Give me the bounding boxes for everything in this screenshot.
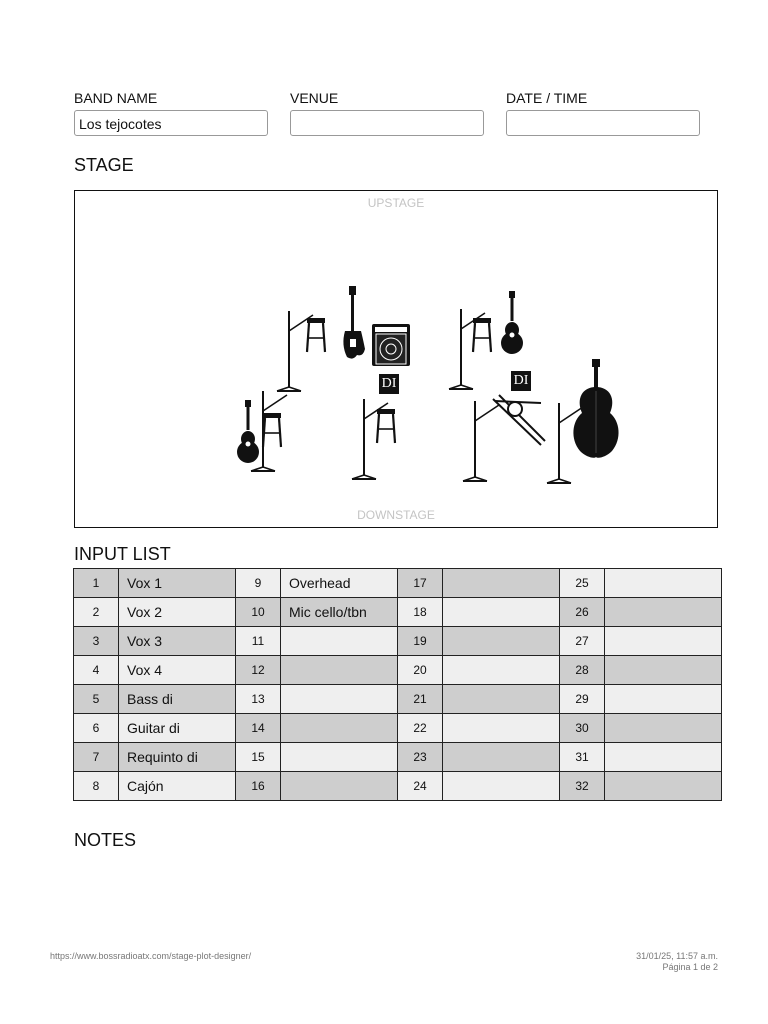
input-number: 10: [236, 598, 281, 627]
input-name-cell[interactable]: [443, 627, 560, 656]
input-name-cell[interactable]: [281, 743, 398, 772]
input-name-cell[interactable]: Vox 3: [119, 627, 236, 656]
input-name-cell[interactable]: Vox 2: [119, 598, 236, 627]
input-name-cell[interactable]: [605, 656, 722, 685]
table-row: [74, 656, 722, 685]
stage-title: STAGE: [74, 155, 134, 175]
di-box-icon: DI: [379, 374, 399, 394]
table-row: [74, 685, 722, 714]
input-number: 29: [560, 685, 605, 714]
input-name-cell[interactable]: [443, 772, 560, 801]
table-row: [74, 627, 722, 656]
input-number: 6: [74, 714, 119, 743]
input-name-cell[interactable]: [281, 685, 398, 714]
input-name-cell[interactable]: [605, 627, 722, 656]
input-name-cell[interactable]: [281, 627, 398, 656]
downstage-caption: DOWNSTAGE: [357, 508, 435, 522]
trombone-icon: [493, 395, 545, 445]
guitar-icon: [501, 291, 523, 354]
input-number: 17: [398, 569, 443, 598]
input-name-cell[interactable]: Vox 1: [119, 569, 236, 598]
table-row: [74, 714, 722, 743]
date-time-field[interactable]: [506, 110, 700, 136]
input-name-cell[interactable]: [281, 714, 398, 743]
input-number: 30: [560, 714, 605, 743]
input-number: 19: [398, 627, 443, 656]
band-name-label: BAND NAME: [74, 90, 158, 106]
footer-page: Página 1 de 2: [662, 962, 718, 972]
input-name-cell[interactable]: [605, 569, 722, 598]
input-number: 18: [398, 598, 443, 627]
input-name-cell[interactable]: [281, 656, 398, 685]
venue-label: VENUE: [290, 90, 339, 106]
mic-stand-icon: [463, 401, 499, 481]
input-number: 24: [398, 772, 443, 801]
date-time-label: DATE / TIME: [506, 90, 588, 106]
input-number: 2: [74, 598, 119, 627]
table-row: [74, 598, 722, 627]
input-number: 21: [398, 685, 443, 714]
notes-title: NOTES: [74, 830, 137, 850]
input-name-cell[interactable]: [605, 772, 722, 801]
input-number: 26: [560, 598, 605, 627]
input-number: 5: [74, 685, 119, 714]
input-number: 1: [74, 569, 119, 598]
bass-guitar-icon: [343, 286, 365, 359]
di-box-icon: DI: [511, 371, 531, 391]
input-number: 28: [560, 656, 605, 685]
input-number: 15: [236, 743, 281, 772]
stool-icon: [377, 409, 395, 443]
input-name-cell[interactable]: [443, 685, 560, 714]
input-name-cell[interactable]: Bass di: [119, 685, 236, 714]
input-name-cell[interactable]: Vox 4: [119, 656, 236, 685]
stage-icons: [75, 191, 719, 529]
input-list-table: [73, 568, 722, 801]
input-name-cell[interactable]: [443, 656, 560, 685]
input-name-cell[interactable]: [605, 743, 722, 772]
input-number: 31: [560, 743, 605, 772]
input-number: 20: [398, 656, 443, 685]
input-number: 14: [236, 714, 281, 743]
input-number: 9: [236, 569, 281, 598]
amplifier-icon: [372, 324, 410, 366]
input-number: 27: [560, 627, 605, 656]
input-name-cell[interactable]: Requinto di: [119, 743, 236, 772]
venue-field[interactable]: [290, 110, 484, 136]
input-number: 12: [236, 656, 281, 685]
input-number: 13: [236, 685, 281, 714]
input-name-cell[interactable]: [605, 685, 722, 714]
input-number: 7: [74, 743, 119, 772]
input-number: 4: [74, 656, 119, 685]
band-name-field[interactable]: Los tejocotes: [74, 110, 268, 136]
input-name-cell[interactable]: Cajón: [119, 772, 236, 801]
stage-plot: [74, 190, 718, 528]
table-row: [74, 772, 722, 801]
input-name-cell[interactable]: [605, 714, 722, 743]
input-name-cell[interactable]: [443, 743, 560, 772]
input-name-cell[interactable]: Mic cello/tbn: [281, 598, 398, 627]
stool-icon: [473, 318, 491, 352]
input-name-cell[interactable]: [443, 569, 560, 598]
input-number: 22: [398, 714, 443, 743]
table-row: [74, 569, 722, 598]
input-name-cell[interactable]: [605, 598, 722, 627]
stool-icon: [263, 413, 281, 447]
input-name-cell[interactable]: [281, 772, 398, 801]
upstage-caption: UPSTAGE: [367, 196, 425, 210]
footer-timestamp: 31/01/25, 11:57 a.m.: [636, 951, 718, 961]
stool-icon: [307, 318, 325, 352]
input-number: 32: [560, 772, 605, 801]
input-number: 23: [398, 743, 443, 772]
input-number: 8: [74, 772, 119, 801]
input-name-cell[interactable]: [443, 598, 560, 627]
input-number: 3: [74, 627, 119, 656]
input-number: 25: [560, 569, 605, 598]
guitar-icon: [237, 400, 259, 463]
input-name-cell[interactable]: Overhead: [281, 569, 398, 598]
input-list-title: INPUT LIST: [74, 544, 171, 564]
footer-url: https://www.bossradioatx.com/stage-plot-designer/: [50, 951, 252, 961]
input-name-cell[interactable]: [443, 714, 560, 743]
input-number: 16: [236, 772, 281, 801]
input-name-cell[interactable]: Guitar di: [119, 714, 236, 743]
table-row: [74, 743, 722, 772]
input-number: 11: [236, 627, 281, 656]
